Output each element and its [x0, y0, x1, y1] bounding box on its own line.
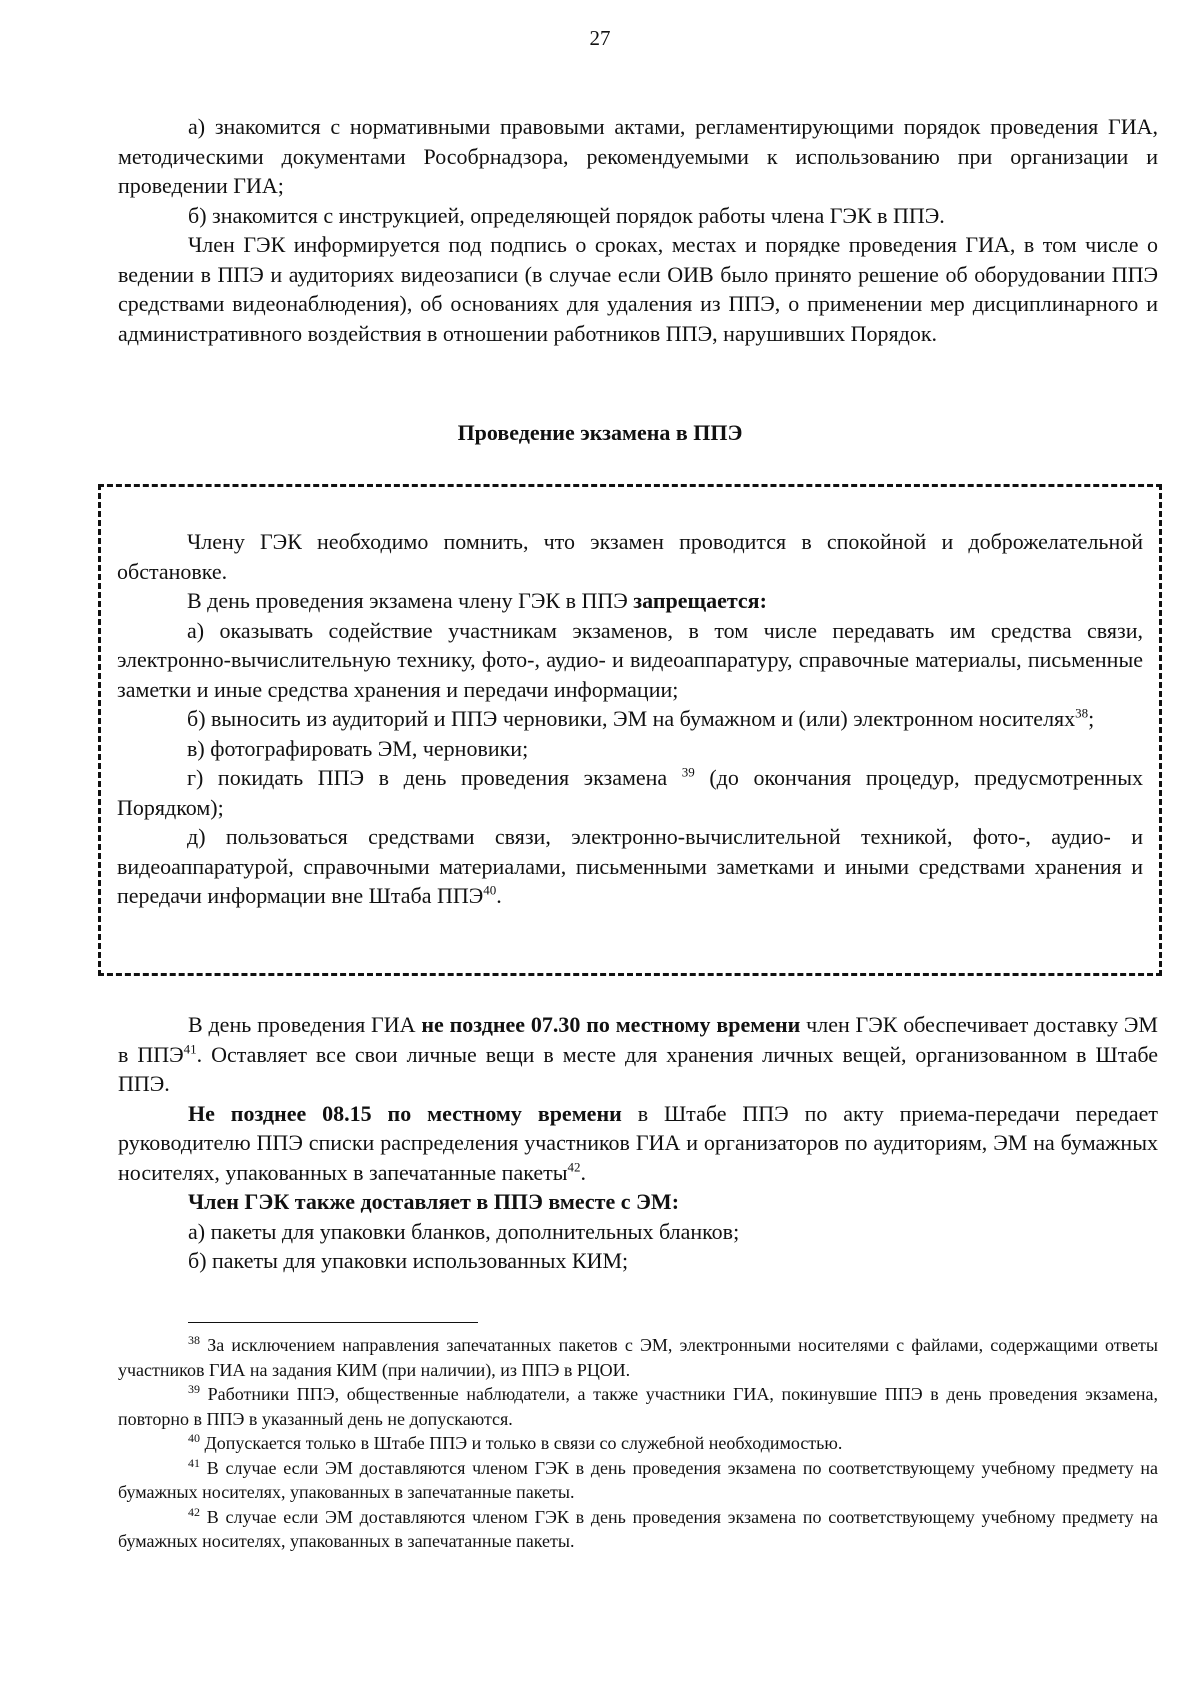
footnotes — [118, 1333, 1158, 1554]
footnote-39 — [118, 1382, 1158, 1431]
prohibition-item-b-text: б) выносить из аудиторий и ППЭ черновики, ЭМ на бумажном и (или) электронном носителях — [187, 706, 1076, 731]
prohibition-item-g-end: (до окончания процедур, предусмотренных Порядком); — [117, 765, 1143, 820]
footnote-number: 42 — [188, 1504, 200, 1519]
footnote-40 — [118, 1431, 1158, 1456]
prohibitions-box — [98, 484, 1162, 976]
intro-paragraph-a: а) знакомится с нормативными правовыми актами, регламентирующими порядок проведения ГИА, методическими документами Рособрнадзора, рекомендуемыми к использованию при организации и проведении ГИА; — [118, 114, 1158, 198]
handover-text-end: . — [580, 1159, 587, 1185]
deadline-0730: не позднее 07.30 по местному времени — [421, 1012, 801, 1037]
prohibition-item-a: а) оказывать содействие участникам экзаменов, в том числе передавать им средства связи, электронно-вычислительную технику, фото-, аудио- и видеоаппаратуру, справочные материалы, письменные заметки и иные средства хранения и передачи информации; — [117, 617, 1143, 702]
delivery-section — [118, 1010, 1158, 1276]
footnote-text: За исключением направления запечатанных пакетов с ЭМ, электронными носителями с файлами, содержащими ответы участников ГИА на задания КИМ (при наличии), из ППЭ в РЦОИ. — [118, 1335, 1159, 1380]
handover-text: в Штабе ППЭ по акту приема-передачи передает руководителю ППЭ списки распределения участников ГИА и организаторов по аудиториям, ЭМ на бумажных носителях, упакованных в запечатанные пакеты — [118, 1100, 1158, 1185]
intro-paragraph-b: б) знакомится с инструкцией, определяющей порядок работы члена ГЭК в ППЭ. — [188, 202, 945, 228]
prohibition-item-g-text: г) покидать ППЭ в день проведения экзамена — [187, 765, 682, 790]
footnote-42 — [118, 1505, 1158, 1554]
prohibition-item-g — [117, 763, 1143, 822]
box-reminder-paragraph: Члену ГЭК необходимо помнить, что экзамен проводится в спокойной и доброжелательной обстановке. — [117, 529, 1143, 584]
footnote-number: 39 — [188, 1382, 200, 1396]
deadline-0815: Не позднее 08.15 по местному времени — [188, 1100, 622, 1126]
footnote-number: 38 — [188, 1333, 200, 1347]
footnote-ref-38[interactable]: 38 — [1075, 705, 1089, 721]
footnote-text: В случае если ЭМ доставляются членом ГЭК в день проведения экзамена по соответствующему учебному предмету на бумажных носителях, упакованных в запечатанные пакеты. — [118, 1506, 1159, 1551]
intro-section — [118, 112, 1158, 348]
footnote-number: 41 — [188, 1455, 200, 1470]
footnote-ref-39[interactable]: 39 — [681, 764, 695, 780]
footnote-ref-42[interactable]: 42 — [567, 1159, 581, 1175]
delivery-paragraph-0730 — [118, 1010, 1158, 1099]
footnote-text: В случае если ЭМ доставляются членом ГЭК в день проведения экзамена по соответствующему учебному предмету на бумажных носителях, упакованных в запечатанные пакеты. — [118, 1457, 1159, 1502]
box-prohibited-word: запрещается: — [633, 588, 767, 613]
footnote-text: Допускается только в Штабе ППЭ и только в связи со служебной необходимостью. — [204, 1433, 843, 1453]
prohibition-item-d — [117, 822, 1143, 911]
box-prohibited-intro-text: В день проведения экзамена члену ГЭК в ППЭ — [187, 588, 634, 613]
delivery-text-start: В день проведения ГИА — [188, 1012, 422, 1037]
prohibition-item-b — [117, 704, 1143, 734]
footnote-41 — [118, 1456, 1158, 1505]
section-heading: Проведение экзамена в ППЭ — [457, 420, 743, 445]
footnote-38 — [118, 1333, 1158, 1382]
also-delivers-bold: Член ГЭК также доставляет в ППЭ вместе с ЭМ: — [188, 1189, 680, 1214]
delivery-text-mid: член ГЭК обеспечивает доставку ЭМ в ППЭ — [118, 1012, 1158, 1067]
delivery-text-end: . Оставляет все свои личные вещи в месте для хранения личных вещей, организованном в Штабе ППЭ. — [118, 1041, 1159, 1096]
footnote-text: Работники ППЭ, общественные наблюдатели, а также участники ГИА, покинувшие ППЭ в день проведения экзамена, повторно в ППЭ в указанный день не допускаются. — [118, 1384, 1158, 1429]
delivery-paragraph-0815 — [118, 1099, 1158, 1188]
prohibition-item-d-text: д) пользоваться средствами связи, электронно-вычислительной техникой, фото-, аудио- и видеоаппаратурой, справочными материалами, письменными заметками и иными средствами хранения и передачи информации вне Штаба ППЭ — [117, 824, 1143, 908]
page-number: 27 — [589, 26, 611, 50]
footnote-ref-40[interactable]: 40 — [483, 882, 497, 898]
intro-paragraph-info: Член ГЭК информируется под подпись о сроках, местах и порядке проведения ГИА, в том числе о ведении в ППЭ и аудиториях видеозаписи (в случае если ОИВ было принято решение об оборудовании ППЭ средствами видеонаблюдения), об основаниях для удаления из ППЭ, о применении мер дисциплинарного и административного воздействия в отношении работников ППЭ, нарушивших Порядок. — [118, 232, 1158, 346]
footnote-number: 40 — [188, 1431, 200, 1445]
footnote-ref-41[interactable]: 41 — [183, 1041, 197, 1057]
prohibition-item-v: в) фотографировать ЭМ, черновики; — [187, 735, 529, 761]
prohibition-item-b-end: ; — [1088, 706, 1095, 731]
delivery-item-b: б) пакеты для упаковки использованных КИМ; — [188, 1248, 629, 1273]
also-delivers-heading — [118, 1187, 1158, 1217]
box-prohibited-intro — [117, 586, 1143, 616]
footnote-separator — [188, 1322, 478, 1323]
delivery-item-a: а) пакеты для упаковки бланков, дополнительных бланков; — [188, 1218, 740, 1244]
prohibition-item-d-end: . — [496, 883, 502, 908]
